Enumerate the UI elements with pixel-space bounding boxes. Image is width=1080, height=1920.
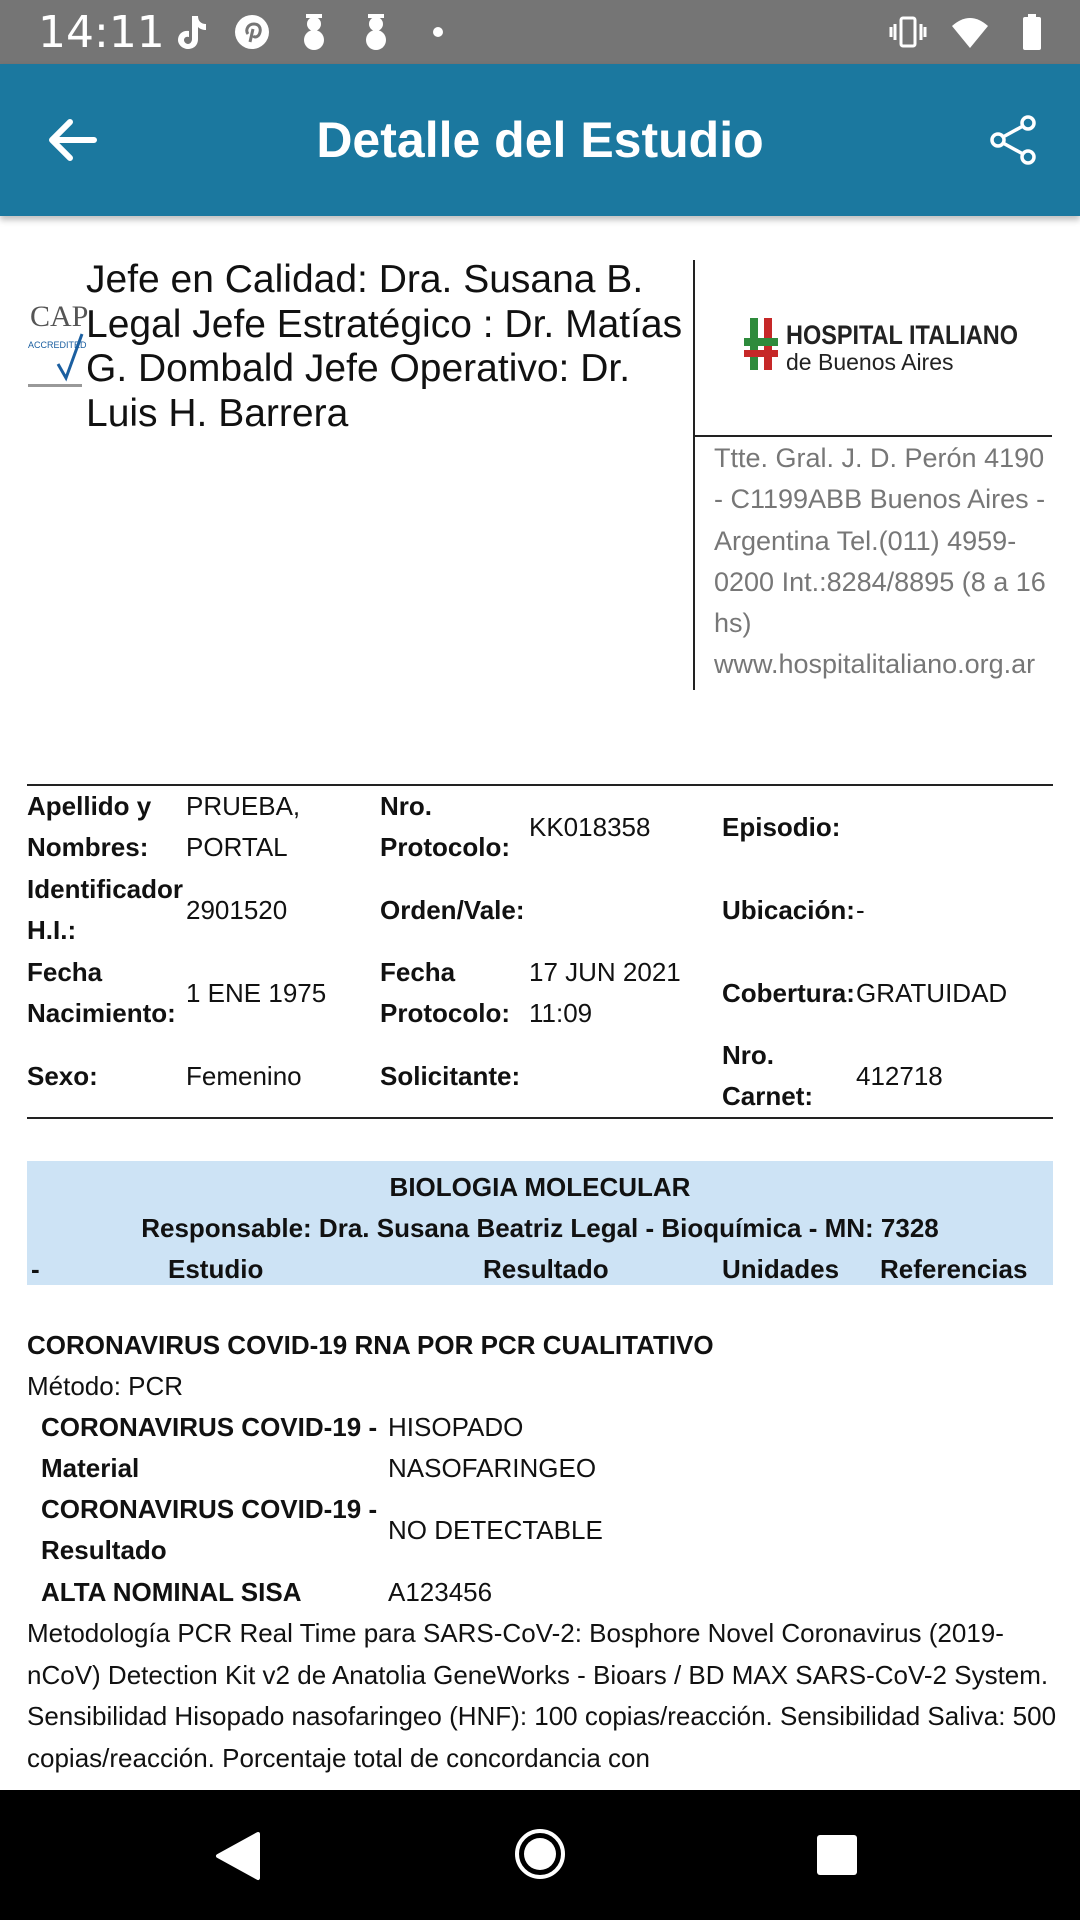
- address-divider: [694, 435, 1052, 437]
- result-row-value: NO DETECTABLE: [388, 1515, 603, 1545]
- report-content[interactable]: [0, 216, 1080, 1790]
- status-time: 14:11: [38, 7, 165, 58]
- notification-icons: [170, 12, 458, 52]
- svg-text:de Buenos Aires: de Buenos Aires: [786, 349, 954, 375]
- svg-text:ACCREDITED: ACCREDITED: [28, 340, 87, 350]
- study-method: Método: PCR: [27, 1371, 184, 1401]
- column-header-resultado: Resultado: [483, 1254, 609, 1284]
- jefes-text: Jefe en Calidad: Dra. Susana B. Legal Jefe Estratégico : Dr. Matías G. Dombald Jefe Operativo: Dr. Luis H. Barrera: [86, 258, 683, 435]
- nav-back-icon[interactable]: [212, 1830, 262, 1882]
- solicitante-label: Solicitante:: [380, 1061, 521, 1091]
- carnet-value: 412718: [856, 1061, 943, 1091]
- hospital-address: Ttte. Gral. J. D. Perón 4190 - C1199ABB Buenos Aires - Argentina Tel.(011) 4959-0200 Int.:8284/8895 (8 a 16 hs): [714, 443, 1046, 639]
- wifi-icon: [950, 12, 990, 52]
- snowman-icon: [294, 12, 334, 52]
- methodology-paragraph: Metodología PCR Real Time para SARS-CoV-2: Bosphore Novel Coronavirus (2019-nCoV) Detection Kit v2 de Anatolia GeneWorks - Bioars / BD MAX SARS-CoV-2 System. Sensibilidad Hisopado nasofaringeo (HNF): 100 copias/reacción. Sensibilidad Saliva: 500 copias/reacción. Porcentaje total de concordancia con: [27, 1618, 1057, 1773]
- result-row-name: CORONAVIRUS COVID-19 - Resultado: [41, 1494, 378, 1565]
- vibrate-icon: [888, 12, 928, 52]
- carnet-label: Nro. Carnet:: [722, 1040, 814, 1111]
- result-row-name: CORONAVIRUS COVID-19 - Material: [41, 1412, 378, 1483]
- system-icons: [888, 12, 1052, 52]
- svg-text:HOSPITAL ITALIANO: HOSPITAL ITALIANO: [786, 320, 1018, 350]
- apellido-label: Apellido y Nombres:: [27, 791, 152, 862]
- column-header-referencias: Referencias: [880, 1254, 1028, 1284]
- section-responsable: Responsable: Dra. Susana Beatriz Legal - Bioquímica - MN: 7328: [141, 1213, 939, 1243]
- column-header-unidades: Unidades: [722, 1254, 840, 1284]
- tiktok-icon: [170, 12, 210, 52]
- share-icon[interactable]: [988, 114, 1040, 166]
- fecha-protocolo-label: Fecha Protocolo:: [380, 957, 510, 1028]
- episodio-label: Episodio:: [722, 812, 841, 842]
- hospital-website[interactable]: www.hospitalitaliano.org.ar: [714, 649, 1036, 679]
- fecha-protocolo-value: 17 JUN 2021 11:09: [529, 957, 681, 1028]
- sexo-label: Sexo:: [27, 1061, 98, 1091]
- orden-label: Orden/Vale:: [380, 895, 525, 925]
- nav-recents-icon[interactable]: [816, 1834, 858, 1876]
- result-row-value: HISOPADO NASOFARINGEO: [388, 1412, 597, 1483]
- column-header-estudio: Estudio: [168, 1254, 264, 1284]
- status-bar: [0, 0, 1080, 64]
- cobertura-value: GRATUIDAD: [856, 978, 1008, 1008]
- nacimiento-value: 1 ENE 1975: [186, 978, 327, 1008]
- battery-icon: [1012, 12, 1052, 52]
- identificador-value: 2901520: [186, 895, 288, 925]
- nav-home-icon[interactable]: [514, 1828, 566, 1880]
- page-title: Detalle del Estudio: [316, 112, 764, 168]
- section-title: BIOLOGIA MOLECULAR: [389, 1172, 691, 1202]
- app-bar: [0, 64, 1080, 216]
- patient-top-rule: [27, 784, 1053, 786]
- ubicacion-label: Ubicación:: [722, 895, 855, 925]
- study-title: CORONAVIRUS COVID-19 RNA POR PCR CUALITATIVO: [27, 1330, 714, 1360]
- pinterest-icon: [232, 12, 272, 52]
- cap-accredited-logo: [28, 286, 89, 396]
- dot-icon: [418, 12, 458, 52]
- header-divider: [693, 260, 695, 690]
- sexo-value: Femenino: [186, 1061, 302, 1091]
- nacimiento-label: Fecha Nacimiento:: [27, 957, 176, 1028]
- protocolo-value: KK018358: [529, 812, 651, 842]
- cobertura-label: Cobertura:: [722, 978, 855, 1008]
- column-header-dash: -: [31, 1254, 40, 1284]
- section-header: [27, 1161, 1053, 1285]
- ubicacion-value: -: [856, 895, 865, 925]
- snowman-icon: [356, 12, 396, 52]
- system-nav-bar: [0, 1790, 1080, 1920]
- result-row-name: ALTA NOMINAL SISA: [41, 1577, 302, 1607]
- patient-bottom-rule: [27, 1117, 1053, 1119]
- apellido-value: PRUEBA, PORTAL: [186, 791, 301, 862]
- result-row-value: A123456: [388, 1577, 493, 1607]
- protocolo-label: Nro. Protocolo:: [380, 791, 510, 862]
- identificador-label: Identificador H.I.:: [27, 874, 184, 945]
- svg-text:CAP: CAP: [30, 300, 89, 333]
- hospital-italiano-logo: [744, 312, 1024, 392]
